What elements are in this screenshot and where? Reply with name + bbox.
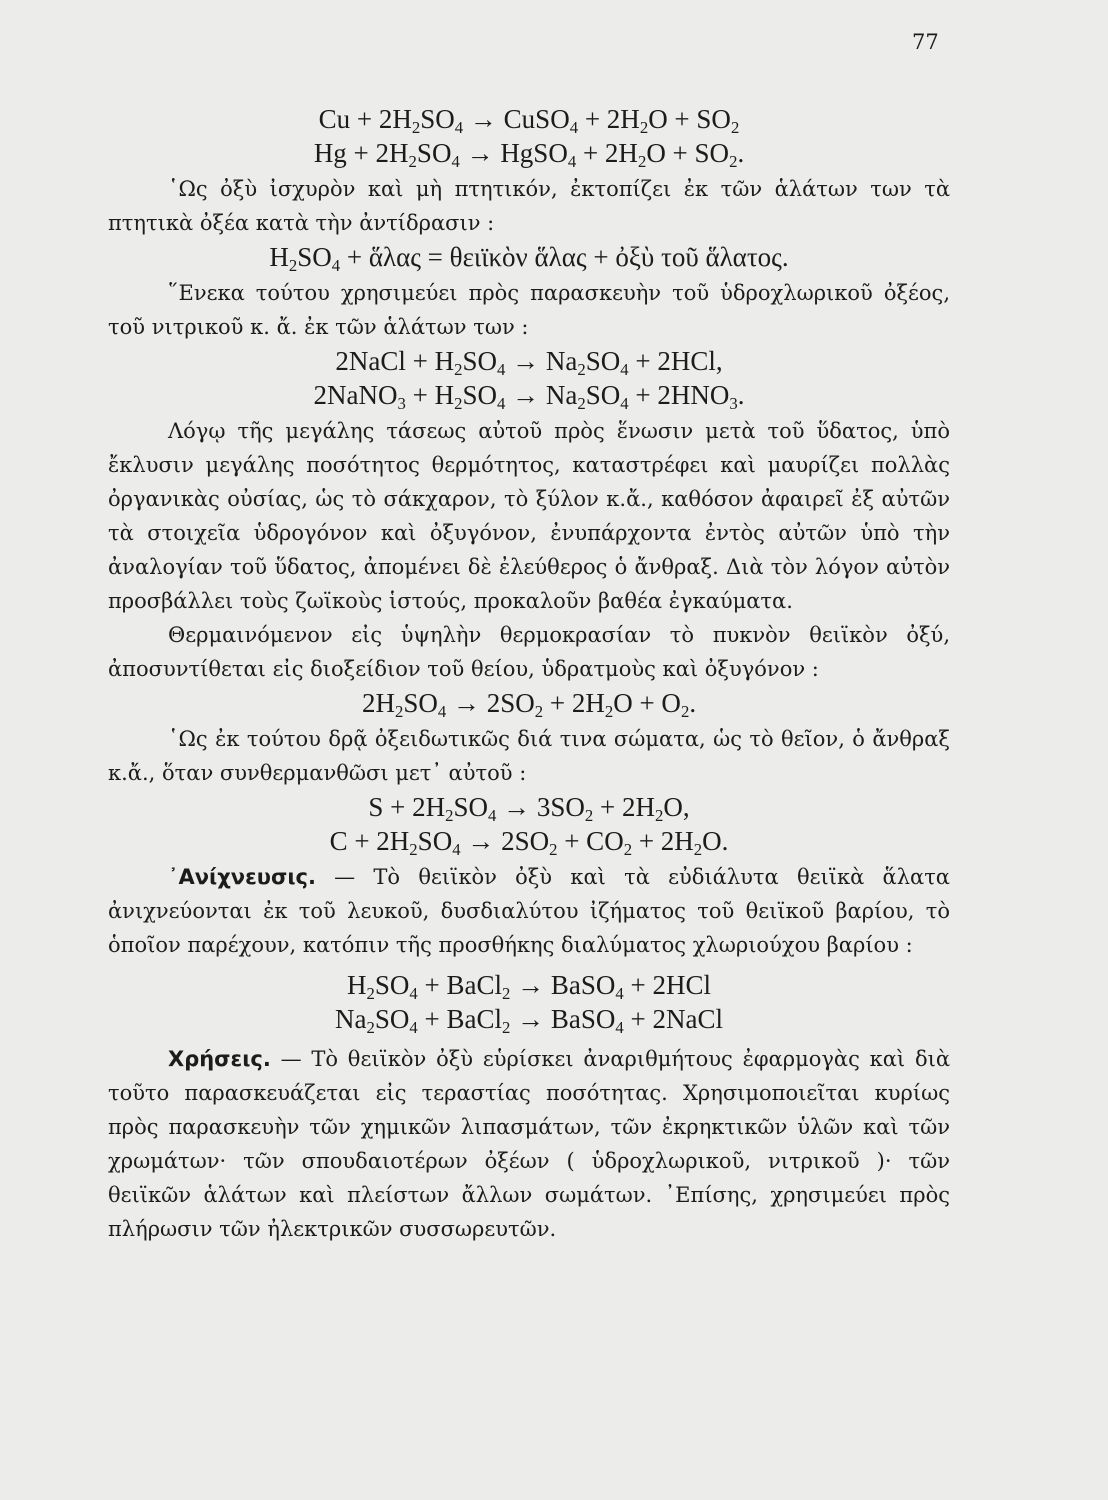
- equation-text: + 2H: [632, 826, 694, 856]
- equation-subscript: 4: [452, 840, 461, 860]
- equation-text: SO: [453, 792, 488, 822]
- equation-subscript: 2: [655, 806, 664, 826]
- equation-subscript: 2: [730, 118, 740, 138]
- equation-text: → 2SO: [446, 688, 535, 718]
- equation-subscript: 2: [604, 702, 614, 722]
- equation-subscript: 4: [569, 118, 579, 138]
- equation-subscript: 2: [584, 806, 594, 826]
- equation-subscript: 2: [637, 152, 647, 172]
- equation-subscript: 2: [454, 360, 463, 380]
- equation-text: 2NaNO: [313, 380, 398, 410]
- equation-text: SO: [420, 104, 455, 134]
- equation-text: + BaCl: [417, 970, 502, 1000]
- paragraph-detection: [108, 860, 950, 962]
- equation-text: SO: [462, 380, 497, 410]
- equation-subscript: 4: [497, 394, 506, 414]
- equation-subscript: 2: [577, 394, 586, 414]
- equation-subscript: 4: [454, 118, 464, 138]
- equation-subscript: 4: [331, 256, 341, 276]
- paragraph-dehydration: Λόγῳ τῆς μεγάλης τάσεως αὐτοῦ πρὸς ἕνωσιν μετὰ τοῦ ὕδατος, ὑπὸ ἔκλυσιν μεγάλης ποσότητος θερμότητος, καταστρέφει καὶ μαυρίζει πολλὰς ὀργανικὰς οὐσίας, ὡς τὸ σάκχαρον, τὸ ξύλον κ.ἄ., καθόσον ἀφαιρεῖ ἐξ αὐτῶν τὰ στοιχεῖα ὑδρογόνον καὶ ὀξυγόνον, ἐνυπάρχοντα ἐντὸς αὐτῶν ὑπὸ τὴν ἀναλογίαν τοῦ ὕδατος, ἀπομένει δὲ ἐλεύθερος ὁ ἄνθραξ. Διὰ τὸν λόγον αὐτὸν προσβάλλει τοὺς ζωϊκοὺς ἱστούς, προκαλοῦν βαθέα ἐγκαύματα.: [108, 419, 950, 613]
- detection-heading: ᾽Ανίχνευσις.: [168, 865, 316, 889]
- equation-text: .: [689, 688, 697, 718]
- uses-text: — Τὸ θειϊκὸν ὀξὺ εὑρίσκει ἀναριθμήτους ἐφαρμογὰς καὶ διὰ τοῦτο παρασκευάζεται εἰς τεραστίας ποσότητας. Χρησιμοποιεῖται κυρίως πρὸς παρασκευὴν τῶν χημικῶν λιπασμάτων, τῶν ἐκρηκτικῶν ὑλῶν καὶ τῶν χρωμάτων· τῶν σπουδαιοτέρων ὀξέων ( ὑδροχλωρικοῦ, νιτρικοῦ )· τῶν θειϊκῶν ἁλάτων καὶ πλείστων ἄλλων σωμάτων. ᾽Επίσης, χρησιμεύει πρὸς πλήρωσιν τῶν ἠλεκτρικῶν συσσωρευτῶν.: [108, 1047, 950, 1241]
- equation-subscript: 2: [577, 360, 586, 380]
- equation-text: → BaSO: [510, 1004, 616, 1034]
- equation-subscript: 4: [409, 1018, 418, 1038]
- equation-text: → HgSO: [459, 138, 568, 168]
- equation-text: + CO: [557, 826, 624, 856]
- equation-copper: [108, 102, 950, 136]
- equation-subscript: 3: [729, 394, 738, 414]
- equation-subscript: 2: [534, 702, 544, 722]
- equation-subscript: 4: [567, 152, 577, 172]
- equation-text: SO: [585, 346, 621, 376]
- equation-text: + 2H: [593, 792, 655, 822]
- equation-text: H: [346, 970, 367, 1000]
- equation-subscript: 2: [409, 840, 418, 860]
- equation-decomposition: [108, 686, 950, 720]
- equation-subscript: 2: [549, 840, 558, 860]
- equation-text: → BaSO: [510, 970, 616, 1000]
- equation-text: Cu + 2H: [318, 104, 412, 134]
- equation-subscript: 4: [488, 806, 497, 826]
- equation-subscript: 4: [451, 152, 460, 172]
- equation-text: → 2SO: [460, 826, 550, 856]
- equation-text: SO: [416, 138, 452, 168]
- equation-text: SO: [417, 826, 453, 856]
- equation-text: SO: [374, 1004, 410, 1034]
- equation-text: + ἅλας = θειϊκὸν ἅλας + ὀξὺ τοῦ ἅλατος.: [340, 242, 789, 272]
- equation-text: Hg + 2H: [313, 138, 409, 168]
- equation-subscript: 2: [639, 118, 649, 138]
- equation-subscript: 4: [620, 394, 629, 414]
- equation-text: → 3SO: [496, 792, 585, 822]
- equation-text: + 2H: [543, 688, 605, 718]
- uses-heading: Χρήσεις.: [168, 1047, 271, 1071]
- equation-subscript: 2: [411, 118, 421, 138]
- page-number: 77: [912, 30, 939, 54]
- equation-text: + 2HNO: [628, 380, 730, 410]
- equation-text: SO: [585, 380, 621, 410]
- equation-text: C + 2H: [329, 826, 410, 856]
- equation-sulfur: [108, 790, 950, 824]
- equation-subscript: 4: [437, 702, 447, 722]
- equation-text: → Na: [505, 346, 578, 376]
- paragraph-uses: [108, 1042, 950, 1246]
- equation-text: .: [737, 380, 745, 410]
- equation-text: + H: [405, 380, 455, 410]
- equation-text: O.: [702, 826, 729, 856]
- equation-carbon: [108, 824, 950, 858]
- equation-text: + 2H: [576, 138, 638, 168]
- equation-bacl-h2so4: [108, 968, 950, 1002]
- equation-subscript: 2: [408, 152, 417, 172]
- equation-subscript: 4: [496, 360, 506, 380]
- equation-text: Na: [335, 1004, 367, 1034]
- equation-subscript: 2: [454, 394, 463, 414]
- equation-subscript: 2: [680, 702, 690, 722]
- equation-subscript: 2: [394, 702, 404, 722]
- equation-subscript: 2: [623, 840, 633, 860]
- equation-subscript: 4: [615, 984, 624, 1004]
- equation-subscript: 3: [397, 394, 406, 414]
- equation-subscript: 2: [445, 806, 454, 826]
- equation-text: + 2HCl,: [628, 346, 723, 376]
- equation-text: + 2NaCl: [623, 1004, 723, 1034]
- equation-mercury: [108, 136, 950, 170]
- equation-text: O + SO: [648, 104, 731, 134]
- equation-subscript: 2: [729, 152, 738, 172]
- equation-subscript: 2: [501, 1018, 511, 1038]
- equation-text: O,: [663, 792, 690, 822]
- equation-text: + 2HCl: [623, 970, 711, 1000]
- equation-bacl-na2so4: [108, 1002, 950, 1036]
- equation-text: S + 2H: [368, 792, 446, 822]
- equation-text: SO: [462, 346, 497, 376]
- equation-text: → Na: [505, 380, 578, 410]
- paragraph-strong-acid: ῾Ως ὀξὺ ἰσχυρὸν καὶ μὴ πτητικόν, ἐκτοπίζει ἐκ τῶν ἁλάτων των τὰ πτητικὰ ὀξέα κατὰ τὴν ἀντίδρασιν :: [108, 177, 950, 235]
- equation-text: + 2H: [578, 104, 640, 134]
- equation-text: O + O: [613, 688, 681, 718]
- paragraph-decomposition: Θερμαινόμενον εἰς ὑψηλὴν θερμοκρασίαν τὸ πυκνὸν θειϊκὸν ὀξύ, ἀποσυντίθεται εἰς διοξείδιον τοῦ θείου, ὑδρατμοὺς καὶ ὀξυγόνον :: [108, 623, 950, 681]
- equation-subscript: 4: [620, 360, 629, 380]
- equation-text: 2H: [361, 688, 395, 718]
- equation-text: + BaCl: [417, 1004, 502, 1034]
- equation-subscript: 4: [409, 984, 418, 1004]
- equation-subscript: 4: [615, 1018, 624, 1038]
- equation-text: → CuSO: [463, 104, 570, 134]
- equation-text: SO: [297, 242, 332, 272]
- equation-text: O + SO: [646, 138, 730, 168]
- equation-text: SO: [403, 688, 438, 718]
- paragraph-oxidizing: ῾Ως ἐκ τούτου δρᾷ ὀξειδωτικῶς διά τινα σώματα, ὡς τὸ θεῖον, ὁ ἄνθραξ κ.ἄ., ὅταν συνθερμανθῶσι μετ᾽ αὐτοῦ :: [108, 727, 950, 785]
- equation-text: SO: [374, 970, 410, 1000]
- equation-text: .: [737, 138, 745, 168]
- equation-subscript: 2: [501, 984, 511, 1004]
- equation-text: 2NaCl + H: [335, 346, 455, 376]
- equation-subscript: 2: [693, 840, 703, 860]
- equation-subscript: 2: [288, 256, 298, 276]
- equation-nano3: [108, 378, 950, 412]
- equation-nacl: [108, 344, 950, 378]
- equation-subscript: 2: [366, 984, 375, 1004]
- page-body: [108, 102, 950, 1246]
- equation-text: H: [269, 242, 289, 272]
- paragraph-preparation: ῞Ενεκα τούτου χρησιμεύει πρὸς παρασκευὴν τοῦ ὑδροχλωρικοῦ ὀξέος, τοῦ νιτρικοῦ κ. ἄ. ἐκ τῶν ἁλάτων των :: [108, 281, 950, 339]
- detection-text: — Τὸ θειϊκὸν ὀξὺ καὶ τὰ εὐδιάλυτα θειϊκὰ ἅλατα ἀνιχνεύονται ἐκ τοῦ λευκοῦ, δυσδιαλύτου ἰζήματος τοῦ θειϊκοῦ βαρίου, τὸ ὁποῖον παρέχουν, κατόπιν τῆς προσθήκης διαλύματος χλωριούχου βαρίου :: [108, 865, 950, 957]
- equation-salt: [108, 240, 950, 274]
- equation-subscript: 2: [366, 1018, 375, 1038]
